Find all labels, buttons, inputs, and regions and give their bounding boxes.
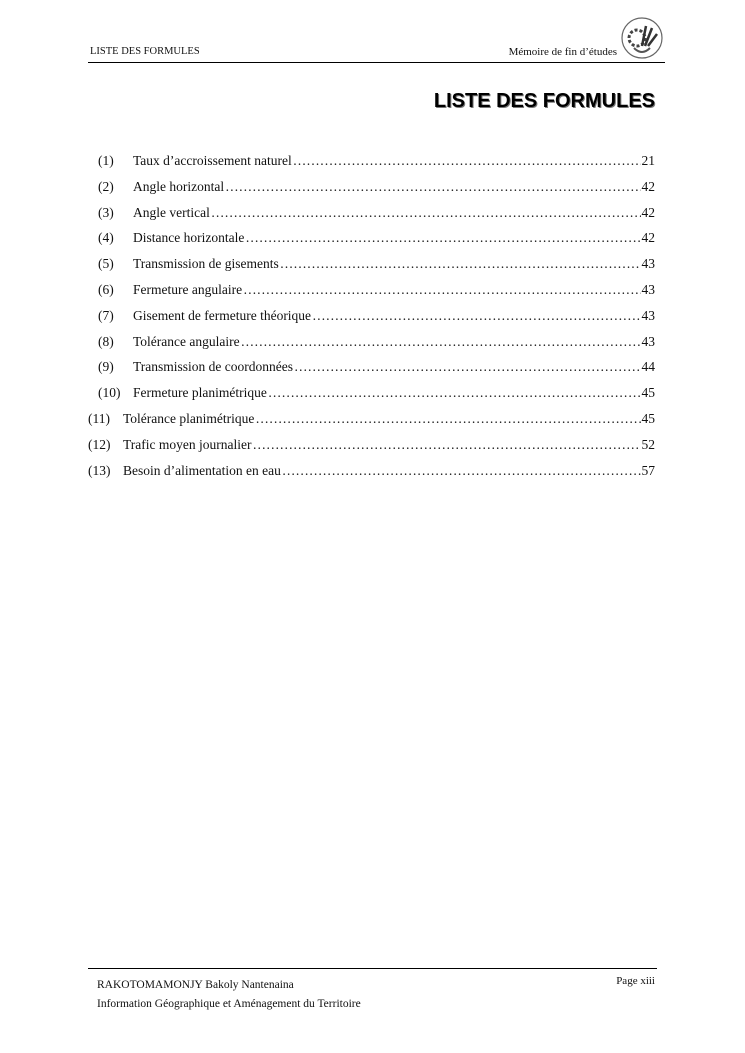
formula-label: Angle vertical <box>133 204 210 220</box>
formula-label: Angle horizontal <box>133 178 225 194</box>
header-rule <box>88 62 665 63</box>
formula-page: 45 <box>641 411 655 426</box>
formula-list-item[interactable] <box>98 282 655 298</box>
formula-list-item[interactable] <box>98 256 655 272</box>
formula-page: 21 <box>641 153 655 168</box>
formula-list-item[interactable] <box>98 205 655 221</box>
formula-number: (13) <box>88 462 111 478</box>
formula-number: (4) <box>98 230 114 246</box>
formula-number: (10) <box>98 385 121 401</box>
formula-list-item[interactable] <box>88 411 655 427</box>
footer-page-number: Page xiii <box>616 975 655 987</box>
formula-label: Distance horizontale <box>133 230 245 246</box>
formula-label: Tolérance planimétrique <box>123 411 255 426</box>
formula-list-item[interactable] <box>98 308 655 324</box>
leader-dots <box>241 334 641 350</box>
leader-dots <box>225 179 640 195</box>
formula-label: Transmission de gisements <box>133 256 279 272</box>
header-section-title: LISTE DES FORMULES <box>90 46 200 57</box>
formula-label: Fermeture planimétrique <box>133 385 267 401</box>
leader-dots <box>255 411 640 427</box>
formula-page: 52 <box>641 436 655 452</box>
leader-dots <box>280 256 641 272</box>
formula-label: Gisement de fermeture théorique <box>133 307 312 323</box>
leader-dots <box>282 463 641 479</box>
formula-number: (3) <box>98 204 114 220</box>
formula-page: 42 <box>641 204 655 220</box>
leader-dots <box>268 385 641 401</box>
formula-list-item[interactable] <box>98 153 655 169</box>
formula-page: 43 <box>641 282 655 297</box>
formula-label: Taux d’accroissement naturel <box>133 153 292 168</box>
formula-label: Tolérance angulaire <box>133 333 240 349</box>
formula-label: Trafic moyen journalier <box>123 436 252 452</box>
footer-author: RAKOTOMAMONJY Bakoly Nantenaina <box>97 979 294 991</box>
formula-number: (2) <box>98 178 114 194</box>
formula-number: (11) <box>88 411 110 426</box>
footer-rule <box>88 968 657 969</box>
formula-number: (8) <box>98 333 114 349</box>
formula-number: (1) <box>98 153 114 168</box>
formula-page: 43 <box>641 256 655 272</box>
formula-page: 42 <box>641 230 655 246</box>
leader-dots <box>294 359 641 375</box>
leader-dots <box>312 308 640 324</box>
formula-list-item[interactable] <box>98 179 655 195</box>
formula-label: Besoin d’alimentation en eau <box>123 462 281 478</box>
formula-list-item[interactable] <box>98 334 655 350</box>
leader-dots <box>243 282 640 298</box>
formula-number: (7) <box>98 307 114 323</box>
header-document-type: Mémoire de fin d’études <box>508 46 617 58</box>
formula-page: 44 <box>641 359 655 375</box>
formula-page: 43 <box>641 307 655 323</box>
formula-page: 45 <box>641 385 655 401</box>
formula-number: (5) <box>98 256 114 272</box>
formula-number: (6) <box>98 282 114 297</box>
formula-page: 57 <box>641 462 655 478</box>
institution-logo-icon <box>620 16 664 60</box>
formula-number: (12) <box>88 436 111 452</box>
formula-list-item[interactable] <box>98 359 655 375</box>
formula-list-item[interactable] <box>88 463 655 479</box>
formula-page: 43 <box>641 333 655 349</box>
formula-label: Fermeture angulaire <box>133 282 243 297</box>
footer-program: Information Géographique et Aménagement du Territoire <box>97 998 361 1010</box>
leader-dots <box>293 153 641 169</box>
formula-list-item[interactable] <box>88 437 655 453</box>
formula-number: (9) <box>98 359 114 375</box>
page-title: LISTE DES FORMULES <box>433 90 655 112</box>
formula-label: Transmission de coordonnées <box>133 359 293 375</box>
formula-list-item[interactable] <box>98 385 655 401</box>
leader-dots <box>252 437 640 453</box>
leader-dots <box>245 230 640 246</box>
formula-list-item[interactable] <box>98 230 655 246</box>
leader-dots <box>211 205 641 221</box>
formula-page: 42 <box>641 178 655 194</box>
